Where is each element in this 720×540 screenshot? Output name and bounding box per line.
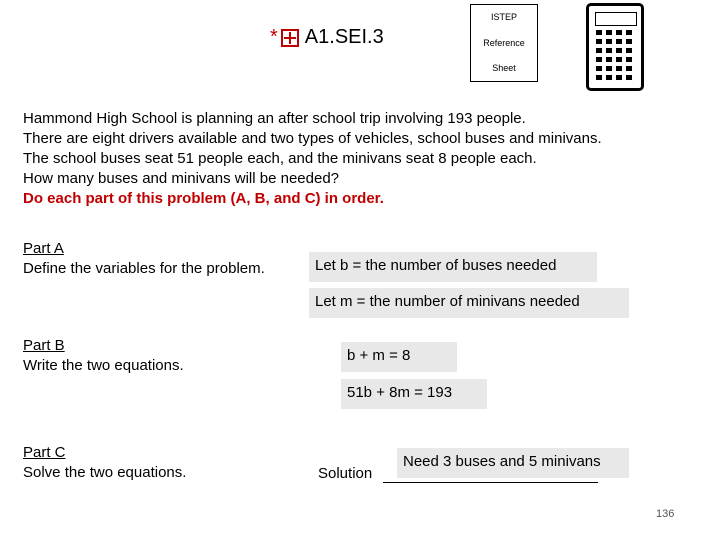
ref-line-sheet: Sheet — [492, 63, 516, 73]
problem-line: Hammond High School is planning an after school trip involving 193 people. — [23, 110, 526, 127]
calculator-key — [606, 75, 612, 80]
calculator-key — [606, 48, 612, 53]
calculator-key — [606, 30, 612, 35]
calculator-key — [616, 39, 622, 44]
part-c-prompt: Solve the two equations. — [23, 464, 187, 481]
calculator-key — [616, 48, 622, 53]
part-b-label — [23, 336, 184, 376]
solution-underline — [383, 482, 598, 483]
page-number: 136 — [656, 508, 675, 520]
problem-line: The school buses seat 51 people each, and the minivans seat 8 people each. — [23, 150, 537, 167]
problem-statement — [23, 109, 602, 209]
calculator-key — [626, 75, 632, 80]
calculator-key — [626, 66, 632, 71]
calculator-key — [626, 48, 632, 53]
calculator-key — [616, 66, 622, 71]
calculator-key — [626, 57, 632, 62]
part-b-heading: Part B — [23, 337, 65, 354]
calculator-screen — [595, 12, 637, 26]
solution-label: Solution — [318, 465, 373, 482]
reference-sheet-link[interactable] — [470, 4, 538, 82]
part-b-equation-1[interactable]: b + m = 8 — [341, 342, 457, 372]
part-c-solution-answer[interactable]: Need 3 buses and 5 minivans — [397, 448, 629, 478]
instruction-text: Do each part of this problem (A, B, and C) in order. — [23, 190, 384, 207]
calculator-key — [626, 39, 632, 44]
calculator-key — [596, 66, 602, 71]
part-a-prompt: Define the variables for the problem. — [23, 260, 265, 277]
slide-title — [270, 26, 384, 49]
title-text: A1.SEI.3 — [304, 26, 384, 48]
calculator-key — [606, 39, 612, 44]
part-c-label — [23, 443, 186, 483]
plus-box-icon[interactable] — [281, 29, 299, 47]
calculator-key — [596, 75, 602, 80]
part-c-heading: Part C — [23, 444, 66, 461]
calculator-key — [616, 57, 622, 62]
part-b-prompt: Write the two equations. — [23, 357, 184, 374]
calculator-icon[interactable] — [586, 3, 644, 91]
calculator-key — [626, 30, 632, 35]
calculator-key — [596, 39, 602, 44]
calculator-key — [616, 30, 622, 35]
part-b-equation-2[interactable]: 51b + 8m = 193 — [341, 379, 487, 409]
calculator-key — [616, 75, 622, 80]
problem-line: There are eight drivers available and two types of vehicles, school buses and minivans. — [23, 130, 602, 147]
part-a-answer-b[interactable]: Let b = the number of buses needed — [309, 252, 597, 282]
ref-line-istep: ISTEP — [490, 12, 517, 22]
calculator-key — [606, 66, 612, 71]
calculator-key — [596, 48, 602, 53]
part-a-answer-m[interactable]: Let m = the number of minivans needed — [309, 288, 629, 318]
star-marker: * — [270, 26, 278, 48]
calculator-key — [596, 30, 602, 35]
problem-line: How many buses and minivans will be needed? — [23, 170, 340, 187]
calculator-key — [596, 57, 602, 62]
ref-line-reference: Reference — [483, 38, 525, 48]
part-a-label — [23, 239, 265, 279]
part-a-heading: Part A — [23, 240, 64, 257]
calculator-key — [606, 57, 612, 62]
